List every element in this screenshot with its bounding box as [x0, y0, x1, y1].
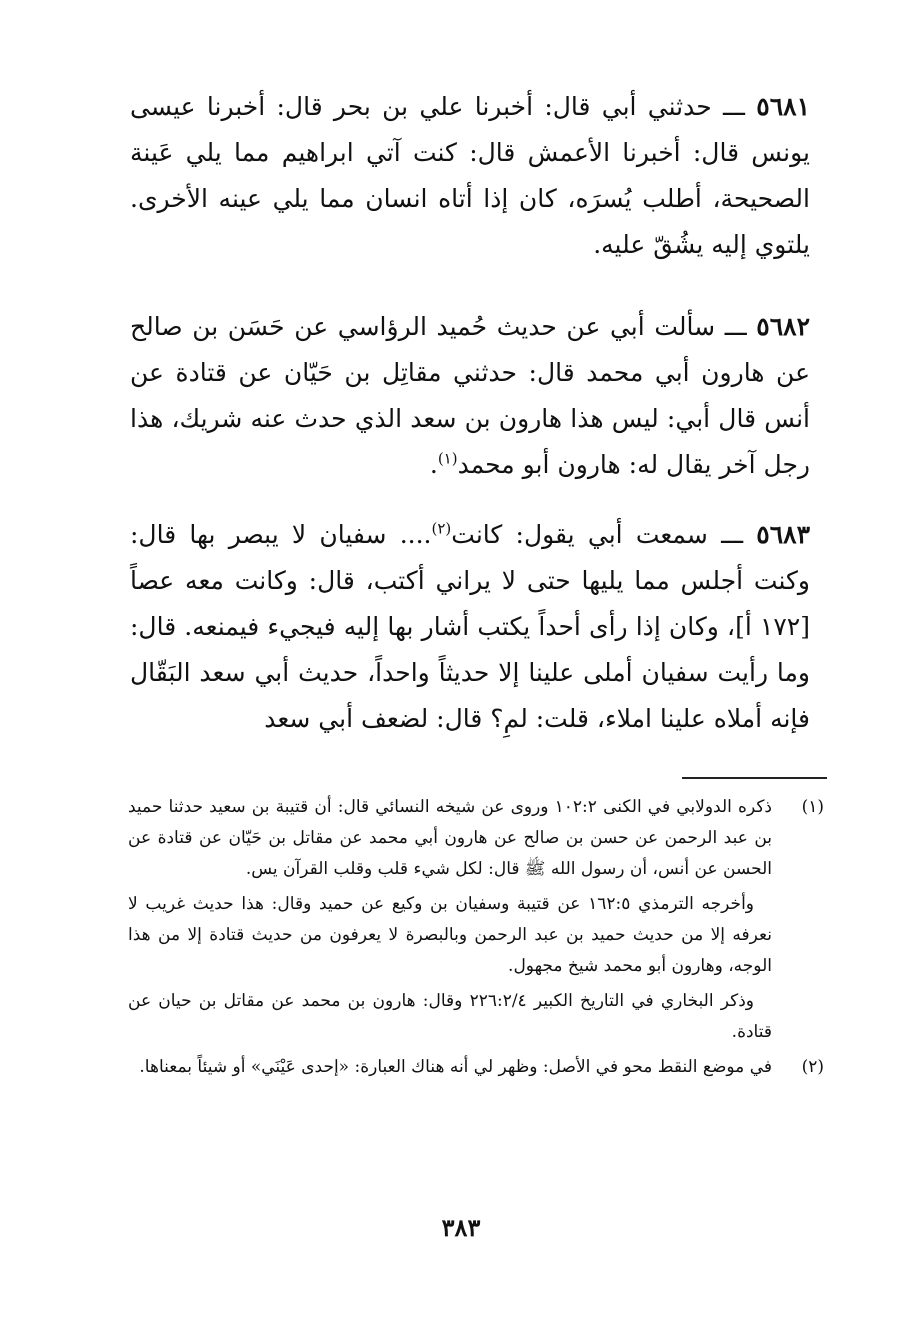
footnote-ref-2[interactable]: (٢): [431, 519, 452, 538]
entry-5683: [130, 512, 810, 742]
entry-number: ٥٦٨١: [756, 92, 811, 121]
entry-dash: ـــ: [723, 92, 745, 121]
footnote-paragraph: وذكر البخاري في التاريخ الكبير ٢٢٦:٢/٤ وقال: هارون بن محمد عن مقاتل بن حيان عن قتادة.: [128, 991, 772, 1042]
page-number: ٣٨٣: [441, 1213, 481, 1242]
footnotes: [128, 792, 824, 1083]
entry-dash: ـــ: [721, 520, 744, 549]
entry-number: ٥٦٨٢: [756, 312, 811, 341]
footnote-marker: (١): [801, 797, 824, 817]
footnote-2: [128, 1052, 824, 1083]
footnote-paragraph: ذكره الدولابي في الكنى ١٠٢:٢ وروى عن شيخه النسائي قال: أن قتيبة بن سعيد حدثنا حميد بن عبد الرحمن عن حسن بن صالح عن هارون أبي محمد عن مقاتل بن حَيّان عن قتادة عن الحسن عن أنس، أن رسول الله ﷺ قال: لكل شيء قلب وقلب القرآن يس.: [128, 797, 772, 879]
entry-5682: [130, 304, 810, 488]
footnote-paragraph: في موضع النقط محو في الأصل: وظهر لي أنه هناك العبارة: «إحدى عَيْنَي» أو شيئاً بمعناها.: [139, 1057, 772, 1077]
entry-text-before: سمعت أبي يقول: كانت: [451, 520, 708, 549]
entry-number: ٥٦٨٣: [756, 520, 811, 549]
entry-dash: ـــ: [724, 312, 747, 341]
footnote-1: [128, 792, 824, 1048]
entry-5681: [130, 84, 810, 268]
entry-tail: .: [429, 450, 438, 479]
footnote-separator: [682, 777, 827, 779]
footnote-ref-1[interactable]: (١): [437, 449, 458, 468]
footnote-paragraph: وأخرجه الترمذي ١٦٢:٥ عن قتيبة وسفيان بن وكيع عن حميد وقال: هذا حديث غريب لا نعرفه إلا من حديث حميد بن عبد الرحمن وبالبصرة لا يعرفون من حديث قتادة إلا من هذا الوجه، وهارون أبو محمد شيخ مجهول.: [128, 894, 772, 976]
entry-text: حدثني أبي قال: أخبرنا علي بن بحر قال: أخبرنا عيسى يونس قال: أخبرنا الأعمش قال: كنت آتي ابراهيم مما يلي عَينة الصحيحة، أطلب يُسرَه، كان إذا أتاه انسان مما يلي عينه الأخرى. يلتوي إليه يشُقّ عليه.: [130, 92, 810, 259]
entry-text-after: .... سفيان لا يبصر بها قال: وكنت أجلس مما يليها حتى لا يراني أكتب، قال: وكانت معه عصاً [١٧٢ أ]، وكان إذا رأى أحداً يكتب أشار بها إليه فيجيء فيمنعه. قال: وما رأيت سفيان أملى علينا إلا حديثاً واحداً، حديث أبي سعد البَقّال فإنه أملاه علينا املاء، قلت: لمِ؟ قال: لضعف أبي سعد: [130, 520, 810, 733]
entry-text: سألت أبي عن حديث حُميد الرؤاسي عن حَسَن بن صالح عن هارون أبي محمد قال: حدثني مقاتِل بن حَيّان عن قتادة عن أنس قال أبي: ليس هذا هارون بن سعد الذي حدث عنه شريك، هذا رجل آخر يقال له: هارون أبو محمد: [130, 312, 810, 479]
footnote-marker: (٢): [801, 1057, 824, 1077]
